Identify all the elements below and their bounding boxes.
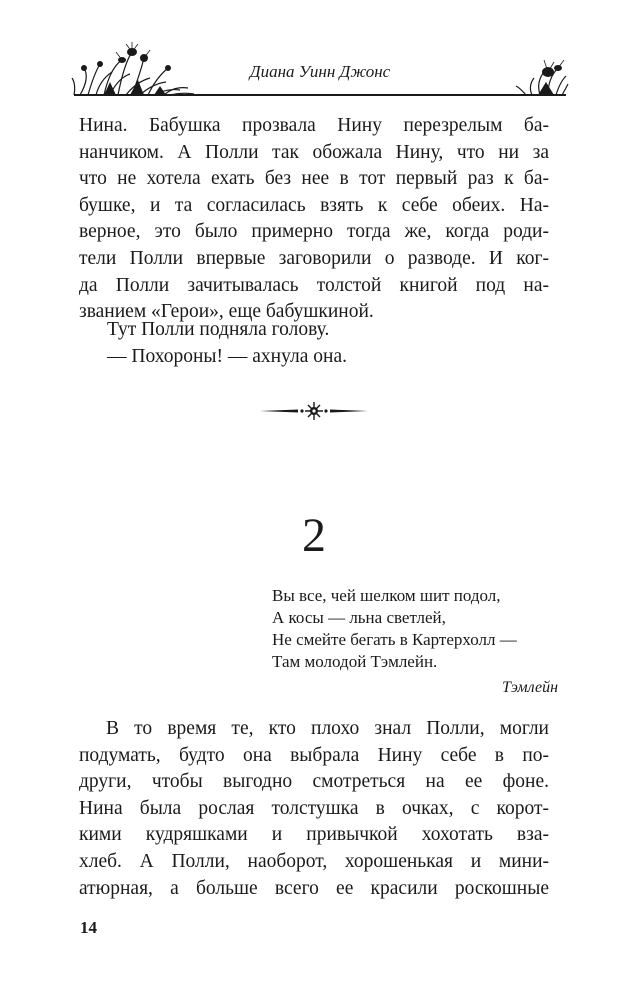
text-line: верное, это было примерно тогда же, когда роди- [79,221,549,243]
epigraph [272,585,517,673]
text-line: званием «Герои», еще бабушкиной. [79,301,374,323]
text-line: нанчиком. А Полли так обожала Нину, что ни за [79,141,549,163]
text-line: хлеб. А Полли, наоборот, хорошенькая и мини- [79,850,549,872]
paragraph-head-raise: Тут Полли подняла голову. [107,319,330,340]
text-line: подумать, будто она выбрала Нину себе в по- [79,744,549,766]
epigraph-line: Не смейте бегать в Картерхолл — [272,630,517,649]
paragraph-main [79,716,549,902]
paragraph-continuation [79,113,549,326]
epigraph-line: Там молодой Тэмлейн. [272,652,438,671]
text-line: Нина была рослая толстушка в очках, с корот- [79,797,549,819]
running-head: Диана Уинн Джонс [249,62,391,81]
chapter-number: 2 [302,509,326,562]
text-line: В то время те, кто плохо знал Полли, могли [106,718,549,739]
text-line: тели Полли впервые заговорили о разводе. И ког- [79,247,549,269]
text-line: други, чтобы выгодно смотреться на ее фоне. [79,771,549,793]
epigraph-line: Вы все, чей шелком шит подол, [272,586,501,605]
text-line: кими кудряшками и привычкой хохотать взa- [79,824,549,846]
page-number: 14 [80,918,97,937]
epigraph-line: А косы — льна светлей, [272,608,446,627]
dialogue-line: — Похороны! — ахнула она. [107,346,347,367]
text-line: бушке, и та согласилась взять к себе обеих. На- [79,194,549,216]
text-line: да Полли зачитывалась толстой книгой под на- [79,274,549,296]
epigraph-attribution: Тэмлейн [502,679,558,696]
text-line: что не хотела ехать без нее в тот первый раз к ба- [79,168,549,190]
text-line: Нина. Бабушка прозвала Нину перезрелым ба- [79,115,549,136]
section-ornament [258,400,370,422]
page-header [70,38,570,102]
text-line: атюрная, а больше всего ее красили роскошные [79,877,549,899]
